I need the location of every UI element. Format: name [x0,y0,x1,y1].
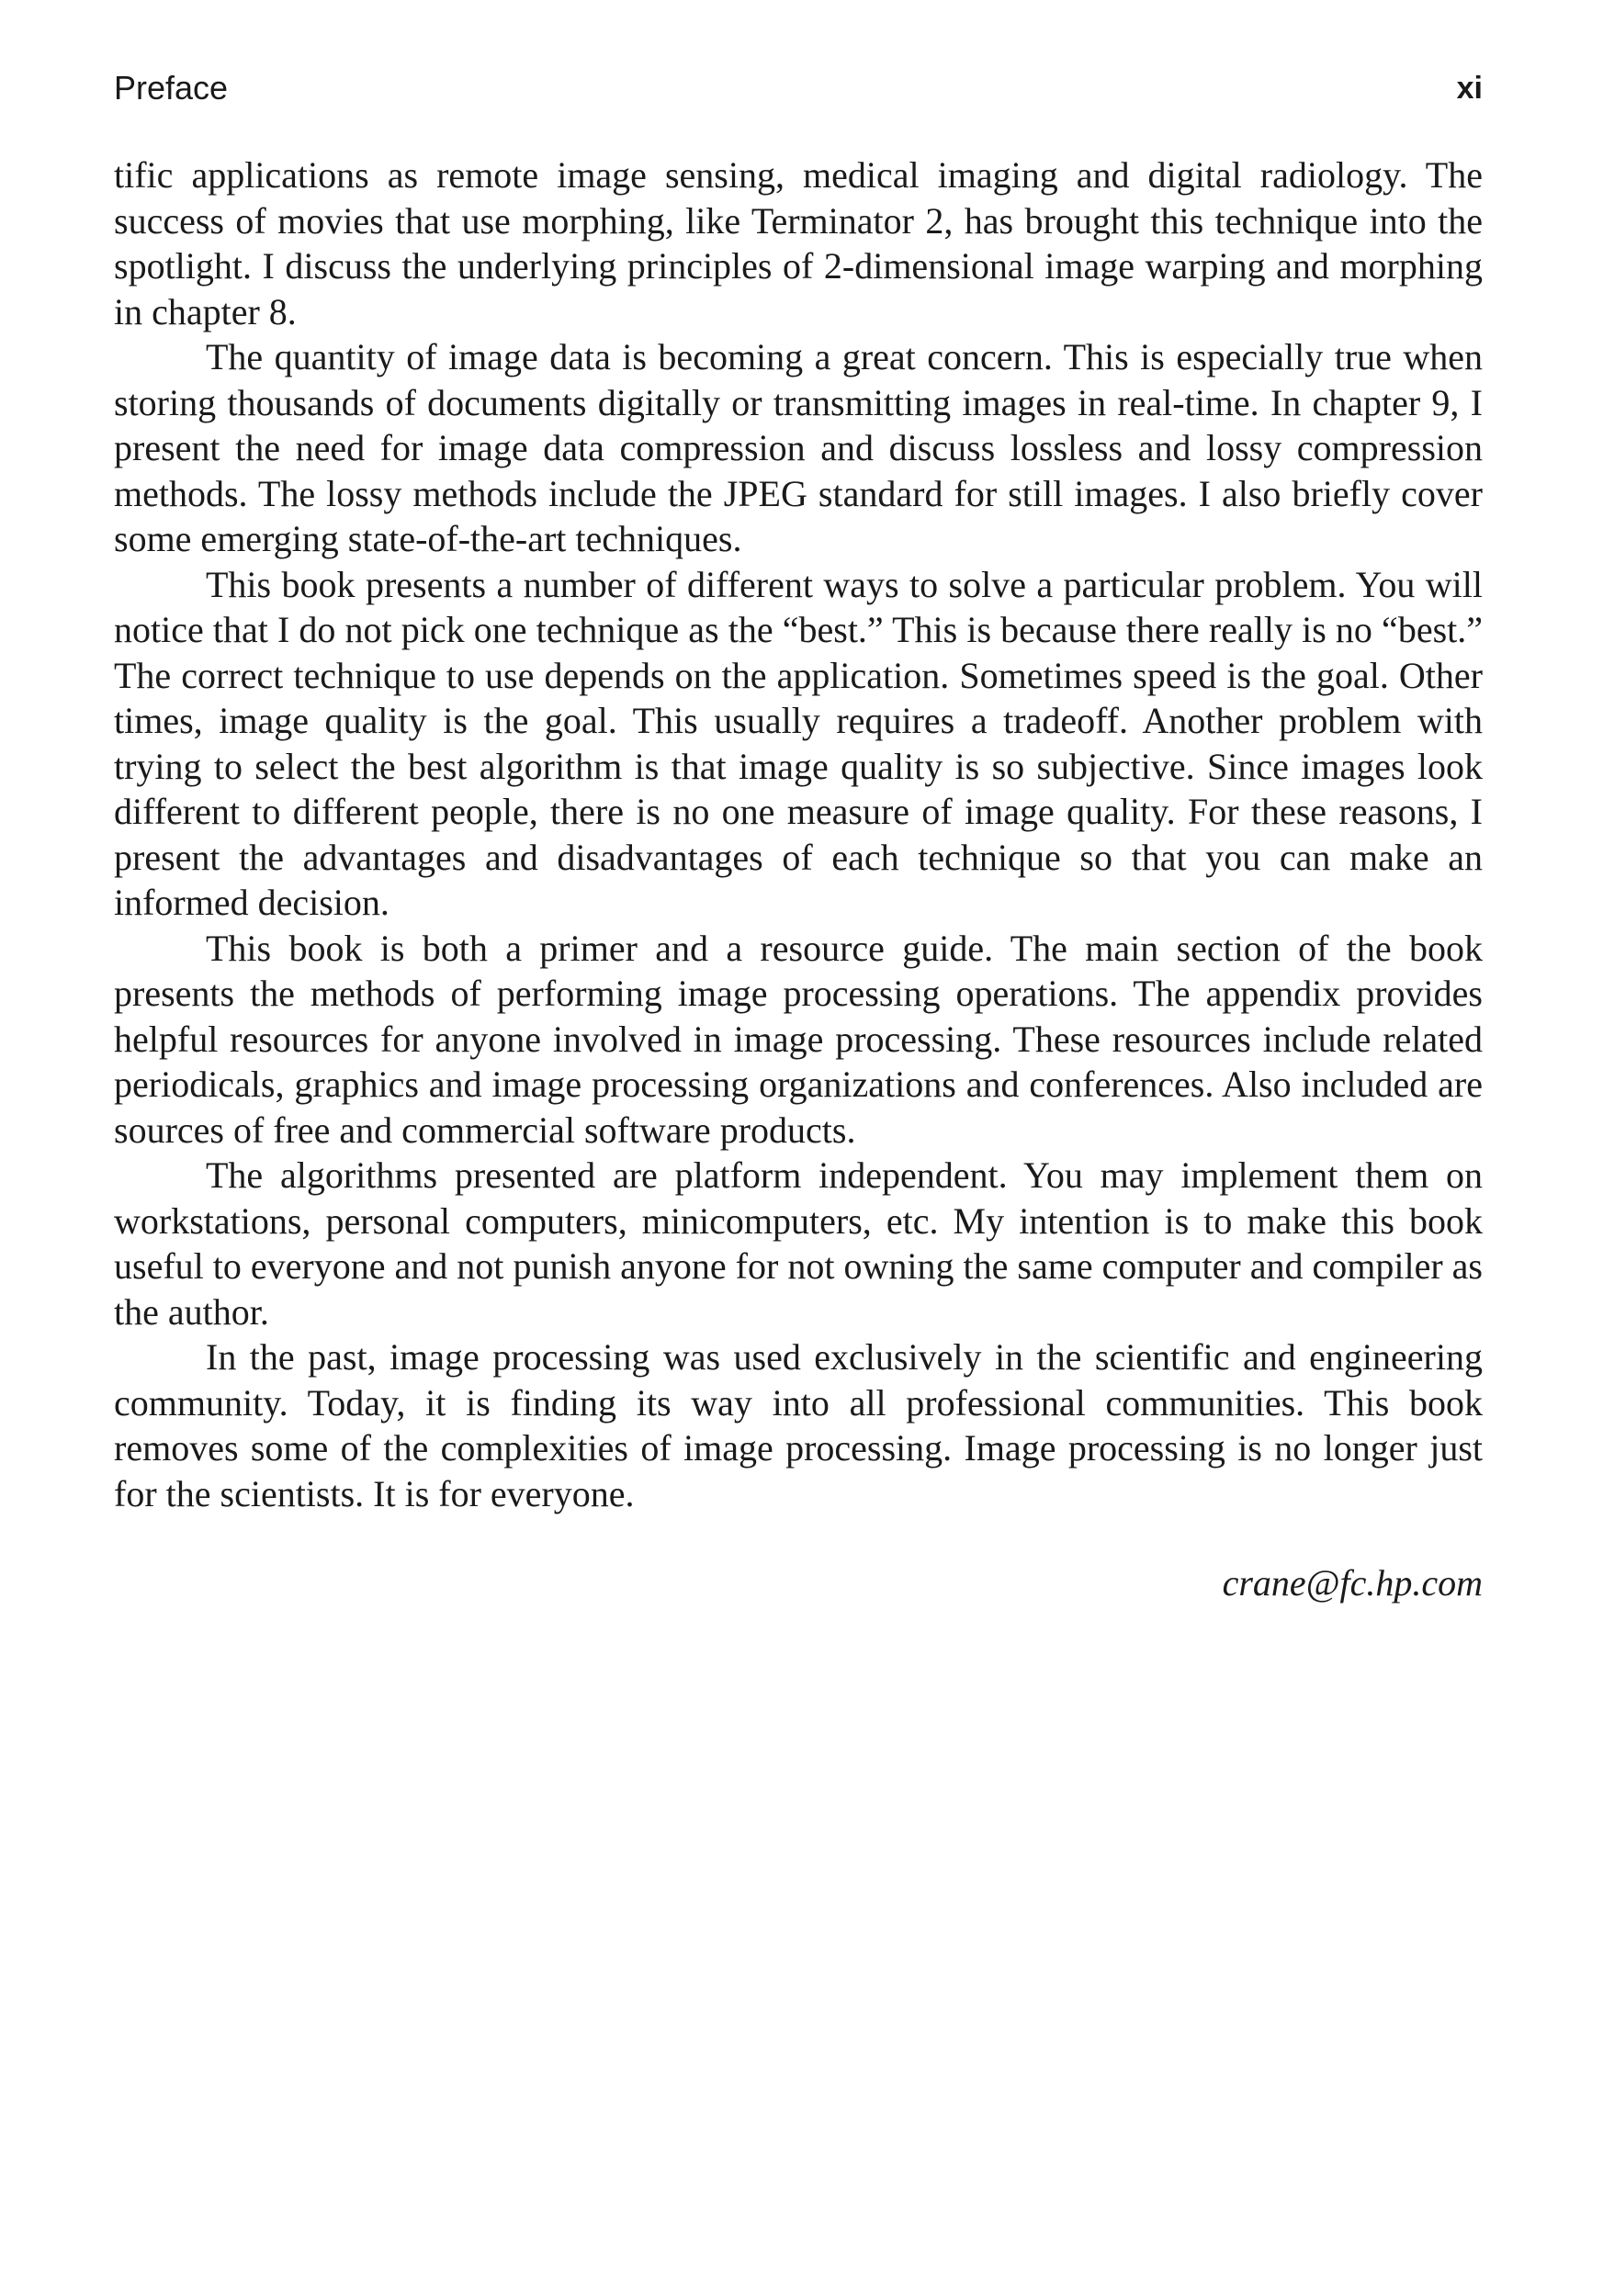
paragraph-everyone: In the past, image processing was used exclusively in the scientific and engineering community. Today, it is finding its way into all professional communities. This book removes some of the complexities of image processing. Image processing is no longer just for the scientists. It is for everyone. [114,1336,1483,1514]
running-header [114,61,1483,116]
paragraph-morphing: tific applications as remote image sensing, medical imaging and digital radiology. The success of movies that use morphing, like Terminator 2, has brought this technique into the spotlight. I discuss the underlying principles of 2-dimensional image warping and morphing in chapter 8. [114,154,1483,332]
preface-body [114,152,1483,1606]
author-email-signature: crane@fc.hp.com [1222,1562,1483,1604]
paragraph-best-technique: This book presents a number of different ways to solve a particular problem. You will notice that I do not pick one technique as the “best.” This is because there really is no “best.” The correct technique to use depends on the application. Sometimes speed is the goal. Other times, image quality is the goal. This usually requires a tradeoff. Another problem with trying to select the best algorithm is that image quality is so subjective. Since images look different to different people, there is no one measure of image quality. For these reasons, I present the advantages and disadvantages of each technique so that you can make an informed decision. [114,563,1483,923]
section-title: Preface [114,69,229,107]
paragraph-compression: The quantity of image data is becoming a great concern. This is especially true when storing thousands of documents digitally or transmitting images in real-time. In chapter 9, I present the need for image data compression and discuss lossless and lossy compression methods. The lossy methods include the JPEG standard for still images. I also briefly cover some emerging state-of-the-art techniques. [114,336,1483,559]
paragraph-platform: The algorithms presented are platform independent. You may implement them on workstations, personal computers, minicomputers, etc. My intention is to make this book useful to everyone and not punish anyone for not owning the same computer and compiler as the author. [114,1154,1483,1333]
paragraph-primer: This book is both a primer and a resource guide. The main section of the book presents the methods of performing image processing operations. The appendix provides helpful resources for anyone involved in image processing. These resources include related periodicals, graphics and image processing organizations and conferences. Also included are sources of free and commercial software products. [114,927,1483,1151]
page-number: xi [1456,71,1483,106]
